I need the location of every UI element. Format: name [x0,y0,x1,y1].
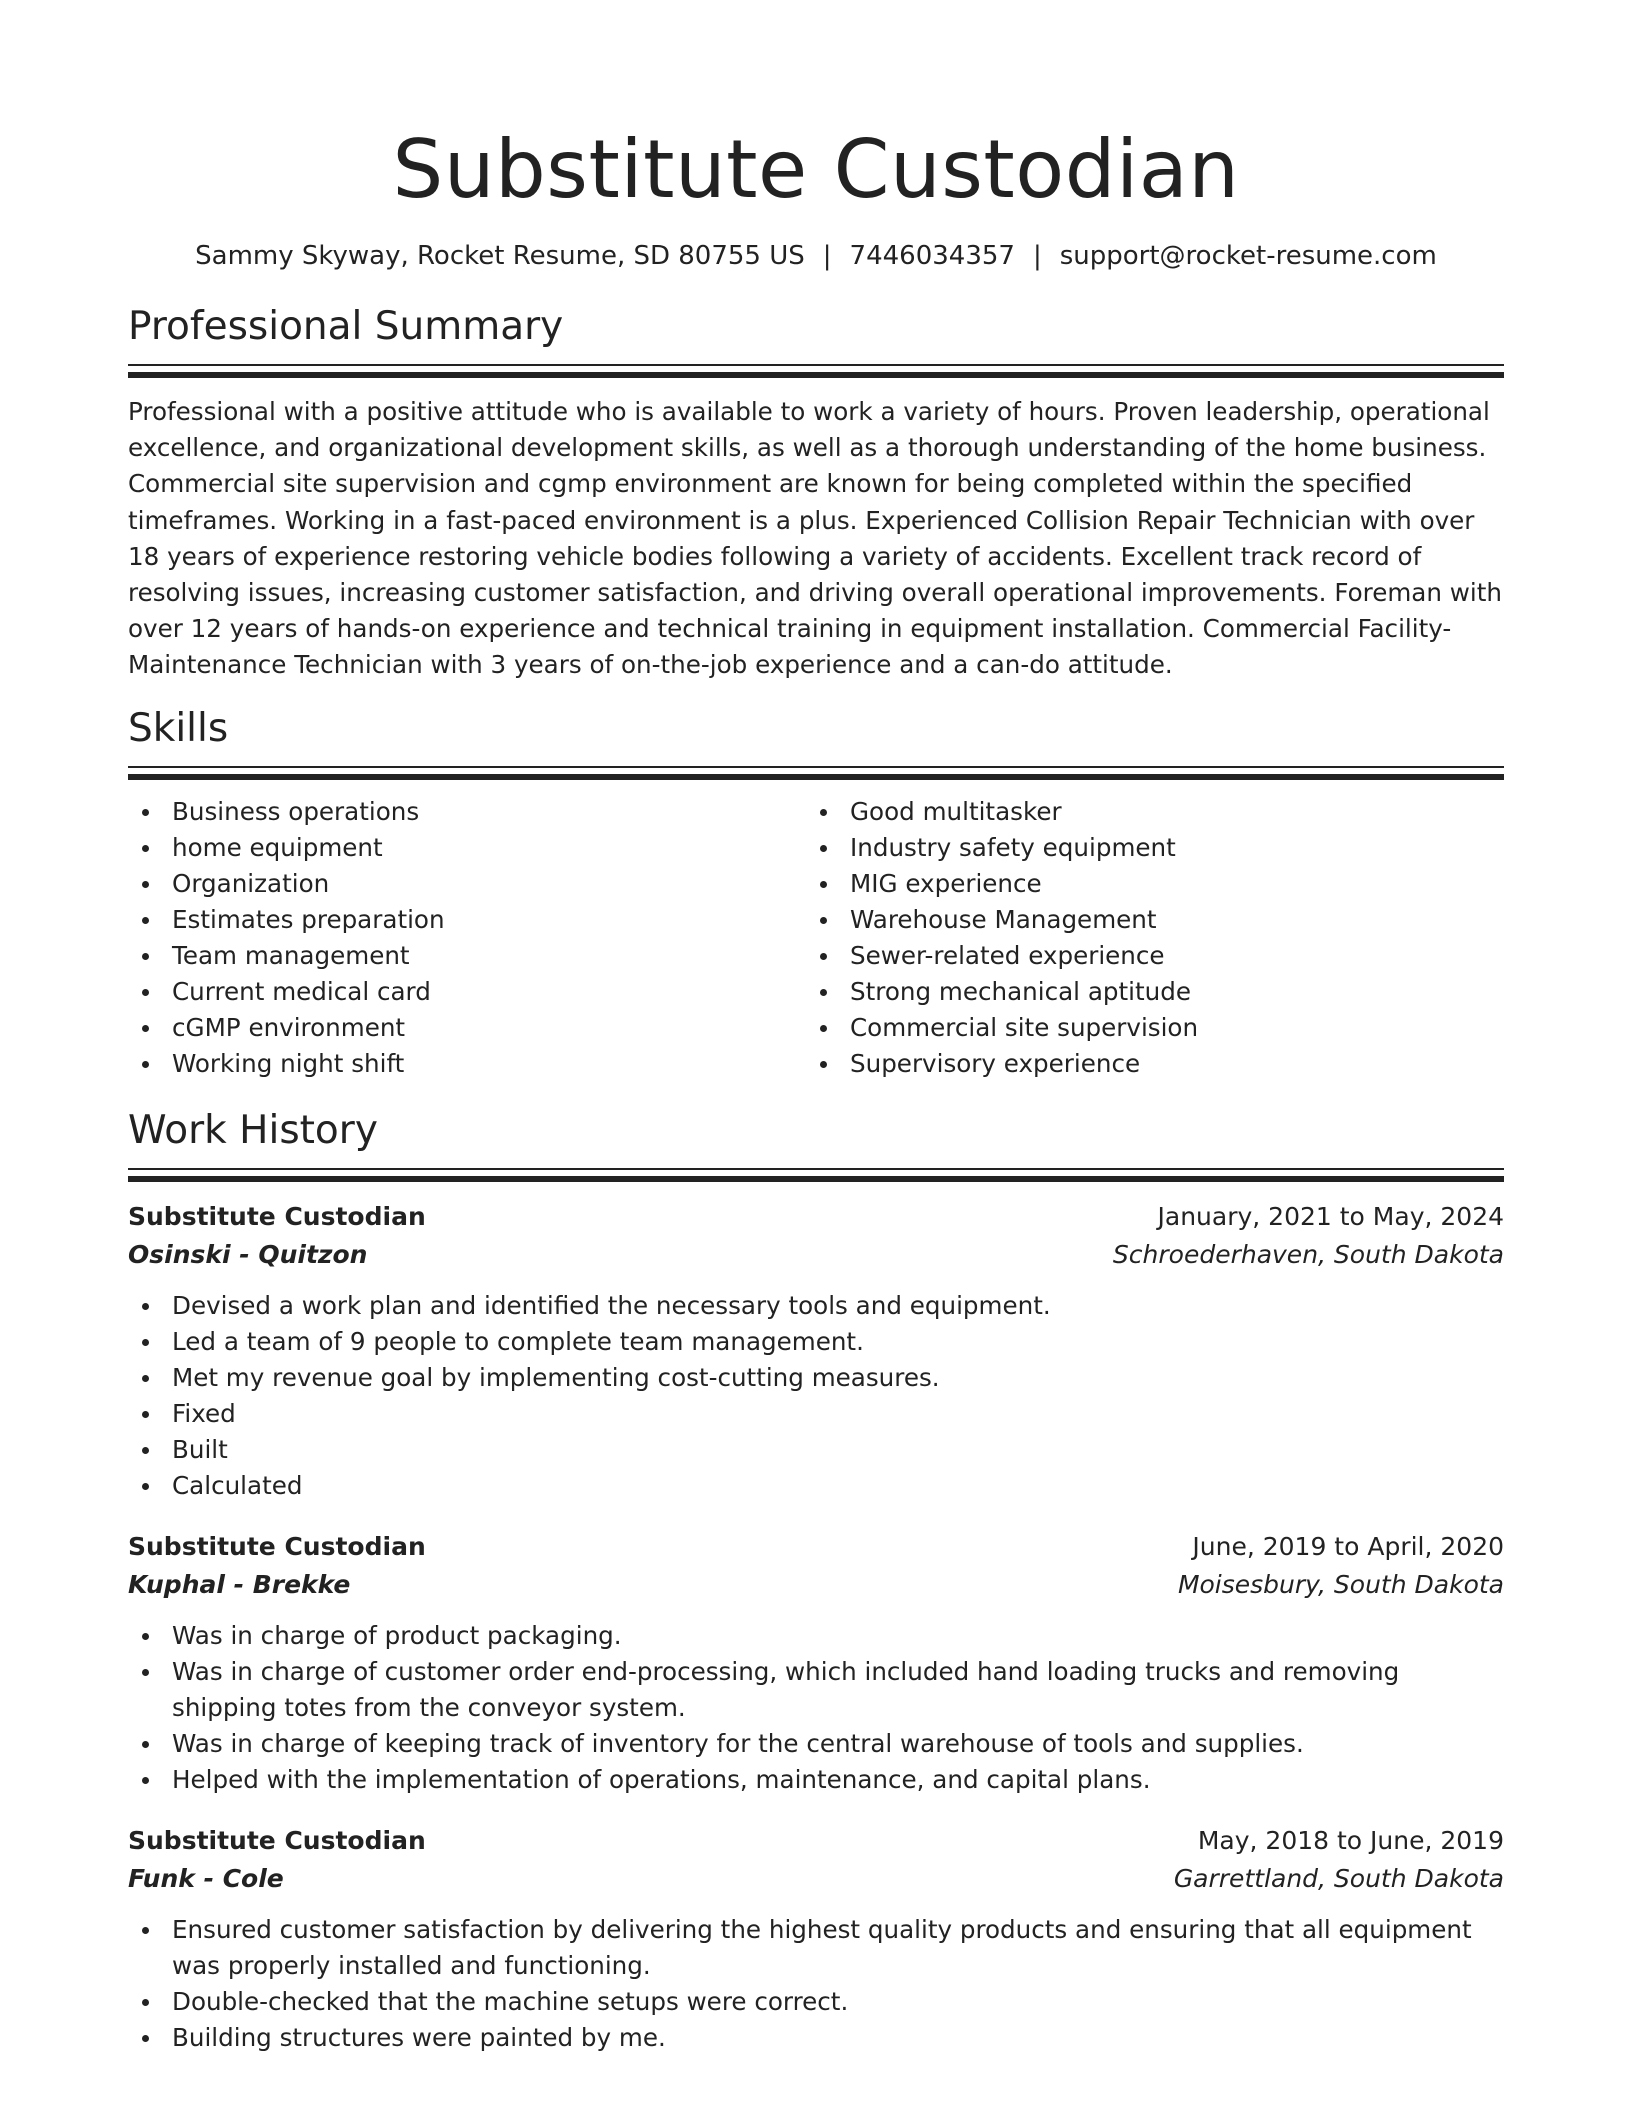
job-company: Osinski - Quitzon [128,1239,368,1269]
job-location: Schroederhaven, South Dakota [1112,1239,1504,1269]
skill-item: Commercial site supervision [806,1010,1484,1046]
skills-column-right [806,794,1484,1082]
job-duty-item: Ensured customer satisfaction by delivering the highest quality products and ensuring that all equipment was properly installed and functioning. [128,1912,1504,1984]
job-duty-item: Fixed [128,1396,1504,1432]
job-location: Moisesbury, South Dakota [1177,1569,1504,1599]
summary-section [128,302,1504,684]
job-duty-item: Building structures were painted by me. [128,2020,1504,2056]
skill-item: Warehouse Management [806,902,1484,938]
summary-text: Professional with a positive attitude who is available to work a variety of hours. Proven leadership, operational excellence, and organizational development skills, as well as a thorough understanding of the home business. Commercial site supervision and cgmp environment are known for being completed within the specified timeframes. Working in a fast-paced environment is a plus. Experienced Collision Repair Technician with over 18 years of experience restoring vehicle bodies following a variety of accidents. Excellent track record of resolving issues, increasing customer satisfaction, and driving overall operational improvements. Foreman with over 12 years of hands-on experience and technical training in equipment installation. Commercial Facility-Maintenance Technician with 3 years of on-the-job experience and a can-do attitude. [128,397,1502,680]
job-duties-list [128,1912,1504,2056]
section-heading-skills: Skills [128,705,229,751]
contact-email: support@rocket-resume.com [1059,241,1437,271]
section-divider [128,1168,1504,1182]
job-duty-item: Was in charge of product packaging. [128,1618,1504,1654]
resume-title: Substitute Custodian [392,123,1240,216]
skills-list-right [806,794,1484,1082]
section-heading-work: Work History [128,1107,378,1153]
skill-item: home equipment [128,830,806,866]
contact-address: Sammy Skyway, Rocket Resume, SD 80755 US [195,241,805,271]
job-dates: May, 2018 to June, 2019 [1197,1825,1504,1855]
skill-item: Sewer-related experience [806,938,1484,974]
job-entry [128,1528,1504,1798]
skill-item: Working night shift [128,1046,806,1082]
skills-grid [128,794,1504,1082]
contact-separator: | [1032,241,1042,271]
job-dates: January, 2021 to May, 2024 [1157,1201,1504,1231]
job-company: Kuphal - Brekke [128,1569,351,1599]
job-duty-item: Led a team of 9 people to complete team management. [128,1324,1504,1360]
job-title: Substitute Custodian [128,1201,426,1231]
job-duty-item: Was in charge of customer order end-processing, which included hand loading trucks and removing shipping totes from the conveyor system. [128,1654,1504,1726]
job-dates: June, 2019 to April, 2020 [1192,1531,1504,1561]
job-header-row [128,1822,1504,1860]
job-header-row [128,1528,1504,1566]
job-subheader-row [128,1860,1504,1898]
job-entry [128,1822,1504,2056]
skills-section [128,704,1504,1082]
skill-item: Industry safety equipment [806,830,1484,866]
job-header-row [128,1198,1504,1236]
contact-separator: | [822,241,832,271]
job-entry [128,1198,1504,1504]
job-duty-item: Devised a work plan and identified the necessary tools and equipment. [128,1288,1504,1324]
skill-item: Organization [128,866,806,902]
job-title: Substitute Custodian [128,1825,426,1855]
skill-item: Team management [128,938,806,974]
skills-list-left [128,794,806,1082]
section-heading-summary: Professional Summary [128,304,564,349]
skill-item: Supervisory experience [806,1046,1484,1082]
job-company: Funk - Cole [128,1863,284,1893]
contact-phone: 7446034357 [849,241,1015,271]
job-duty-item: Double-checked that the machine setups were correct. [128,1984,1504,2020]
job-duties-list [128,1288,1504,1504]
job-duty-item: Built [128,1432,1504,1468]
skill-item: Good multitasker [806,794,1484,830]
job-duty-item: Was in charge of keeping track of inventory for the central warehouse of tools and supplies. [128,1726,1504,1762]
skill-item: Estimates preparation [128,902,806,938]
job-title: Substitute Custodian [128,1531,426,1561]
skill-item: Business operations [128,794,806,830]
job-subheader-row [128,1566,1504,1604]
job-location: Garrettland, South Dakota [1173,1863,1504,1893]
skill-item: MIG experience [806,866,1484,902]
section-divider [128,364,1504,378]
skills-column-left [128,794,806,1082]
skill-item: Current medical card [128,974,806,1010]
skill-item: Strong mechanical aptitude [806,974,1484,1010]
job-duty-item: Met my revenue goal by implementing cost-cutting measures. [128,1360,1504,1396]
skill-item: cGMP environment [128,1010,806,1046]
job-subheader-row [128,1236,1504,1274]
job-duties-list [128,1618,1504,1798]
section-divider [128,766,1504,780]
contact-line [128,236,1504,276]
work-history-section [128,1106,1504,2056]
job-duty-item: Calculated [128,1468,1504,1504]
job-duty-item: Helped with the implementation of operations, maintenance, and capital plans. [128,1762,1504,1798]
